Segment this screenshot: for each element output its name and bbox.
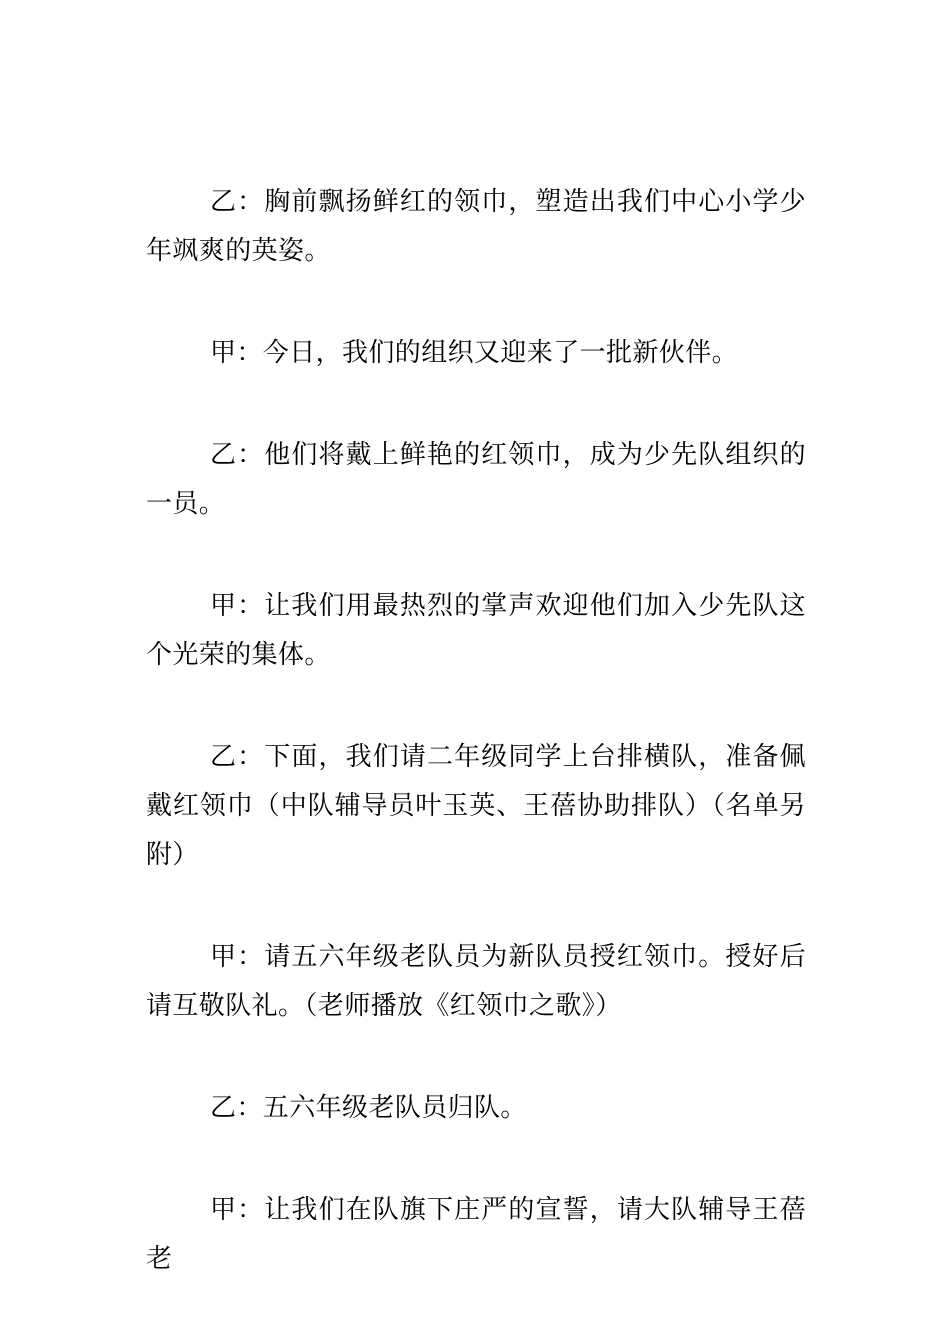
paragraph-gap: [146, 880, 806, 933]
paragraph-6: 甲：请五六年级老队员为新队员授红领巾。授好后请互敬队礼。（老师播放《红领巾之歌》）: [146, 942, 806, 1021]
paragraph-gap: [146, 378, 806, 431]
document-body: [146, 178, 806, 1284]
paragraph-gap: [146, 1031, 806, 1084]
paragraph-4: 甲：让我们用最热烈的掌声欢迎他们加入少先队这个光荣的集体。: [146, 591, 806, 670]
paragraph-gap: [146, 680, 806, 733]
paragraph-2: 甲：今日，我们的组织又迎来了一批新伙伴。: [210, 338, 739, 368]
paragraph-3: 乙：他们将戴上鲜艳的红领巾，成为少先队组织的一员。: [146, 440, 806, 519]
paragraph-8: 甲：让我们在队旗下庄严的宣誓，请大队辅导王蓓老: [146, 1195, 806, 1274]
paragraph-gap: [146, 529, 806, 582]
paragraph-1: 乙：胸前飘扬鲜红的领巾，塑造出我们中心小学少年飒爽的英姿。: [146, 187, 806, 266]
paragraph-5: 乙：下面，我们请二年级同学上台排横队，准备佩戴红领巾（中队辅导员叶玉英、王蓓协助排队）（名单另附）: [146, 742, 806, 870]
paragraph-gap: [146, 1133, 806, 1186]
paragraph-gap: [146, 276, 806, 329]
paragraph-7: 乙：五六年级老队员归队。: [210, 1093, 527, 1123]
